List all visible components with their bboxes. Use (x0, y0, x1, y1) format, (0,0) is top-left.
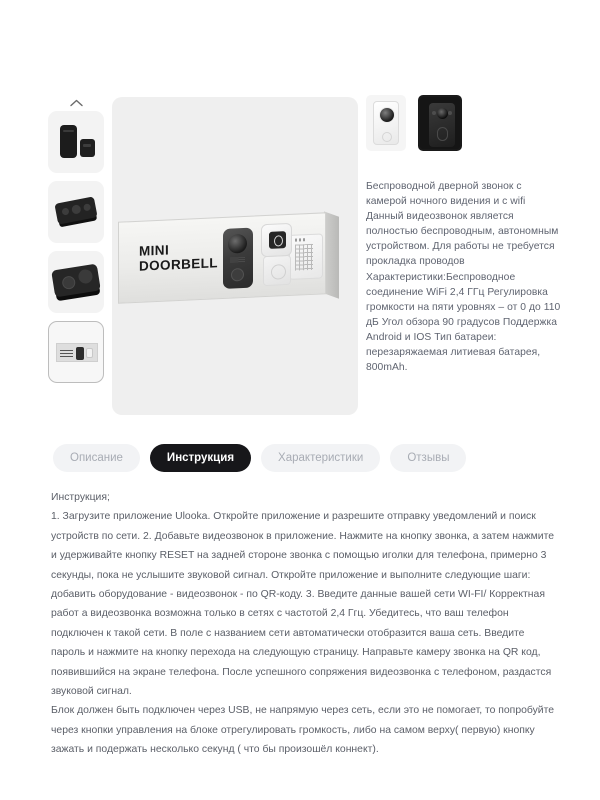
thumbnail-item-1[interactable] (48, 111, 104, 173)
instruction-paragraph-1: 1. Загрузите приложение Ulooka. Откройте приложение и разрешите отправку уведомлений и поиск устройств по сети. 2. Добавьте видеозвонок в приложение. Нажмите на кнопку звонка, а затем нажмите и удерживайте кнопку RESET на задней стороне звонка с помощью иголки для телефона, примерно 3 секунды, пока не услышите звуковой сигнал. Откройте приложение и выполните следующие шаги: добавить оборудование - видеозвонок - по QR-коду. 3. Введите данные вашей сети WI-FI/ Корректная работ а видеозвонка возможна только в сетях с частотой 2,4 Ггц. Убедитесь, что ваш телефон подключен к такой сети. В поле с названием сети автоматически отобразится ваша сеть. Введите пароль и нажмите на кнопку перехода на следующую страницу. Направьте камеру звонка на QR код, появившийся на экране телефона. После успешного сопряжения видеозвонка с телефоном, раздастся звуковой сигнал. (51, 511, 555, 698)
product-description: Беспроводной дверной звонок с камерой ночного видения и с wifi Данный видеозвонок является полностью беспроводным, автономным устройством. Для работы не требуется прокладка проводов Характеристики:Беспроводное соединение WiFi 2,4 ГГц Регулировка громкости на пяти уровнях – от 0 до 110 дБ Угол обзора 90 градусов Поддержка Android и IOS Тип батареи: перезаряжаемая литиевая батарея, 800mAh. (366, 181, 561, 374)
retail-box-photo (118, 212, 326, 303)
thumb1-device-large (60, 125, 77, 158)
chevron-up-icon[interactable] (48, 95, 104, 111)
product-tabs (53, 444, 466, 472)
variant-image-row (366, 95, 562, 151)
box-front-face (118, 212, 326, 303)
thumbnail-item-3[interactable] (48, 251, 104, 313)
thumbnail-strip (48, 95, 104, 391)
thumb2-device (54, 196, 97, 224)
thumbnail-item-4[interactable] (48, 321, 104, 383)
tab-instruction[interactable]: Инструкция (150, 444, 251, 472)
thumb1-device-small (80, 139, 95, 157)
box-device-white (261, 223, 292, 257)
box-device-mount (263, 255, 291, 286)
box-device-black (223, 228, 253, 289)
variant-image-white[interactable] (366, 95, 406, 151)
box-brand-label: MINI DOORBELL (139, 242, 218, 274)
product-gallery (48, 95, 358, 415)
product-info-column (366, 95, 562, 375)
thumb4-retail-box (56, 343, 98, 362)
instruction-content (51, 488, 557, 760)
thumb3-device (51, 264, 101, 298)
variant-image-black[interactable] (418, 95, 462, 151)
tab-description[interactable]: Описание (53, 444, 140, 472)
main-product-image[interactable] (112, 97, 358, 415)
instruction-heading: Инструкция; (51, 492, 110, 503)
tab-reviews[interactable]: Отзывы (390, 444, 466, 472)
instruction-paragraph-2: Блок должен быть подключен через USB, не напрямую через сеть, если это не помогает, то попробуйте через кнопки управления на блоке отрегулировать громкость, либо на самом верху( первую) кнопку зажать и подержать несколько секунд ( что бы произошёл коннект). (51, 705, 555, 756)
thumbnail-item-2[interactable] (48, 181, 104, 243)
tab-specifications[interactable]: Характеристики (261, 444, 380, 472)
box-side-face (324, 211, 339, 298)
box-device-chime (289, 233, 323, 280)
